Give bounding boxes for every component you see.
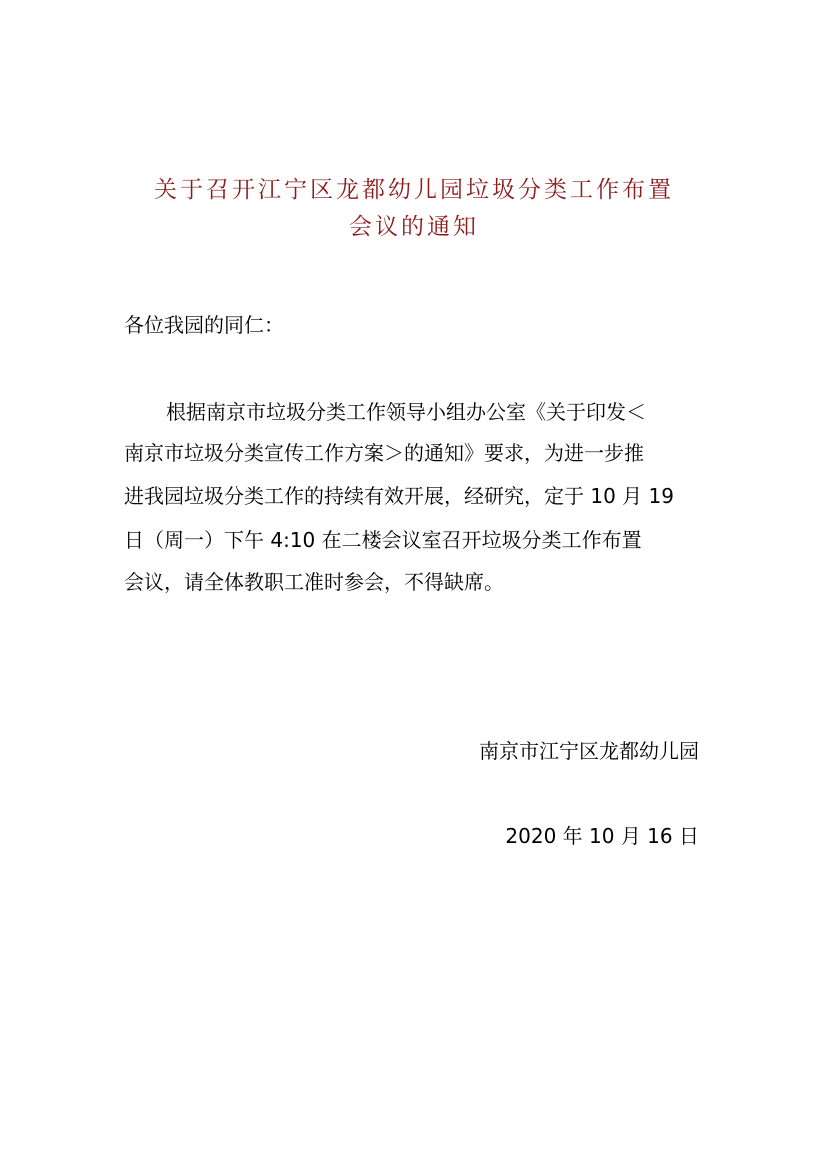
signature-date: 2020 年 10 月 16 日 bbox=[505, 824, 699, 848]
body-paragraph-line: 根据南京市垃圾分类工作领导小组办公室《关于印发＜ bbox=[166, 400, 646, 424]
signature-organization: 南京市江宁区龙都幼儿园 bbox=[479, 739, 699, 763]
notice-title: 关于召开江宁区龙都幼儿园垃圾分类工作布置 会议的通知 bbox=[154, 177, 674, 240]
body-paragraph-line: 日（周一）下午 4:10 在二楼会议室召开垃圾分类工作布置 bbox=[124, 528, 642, 552]
body-paragraph-line: 进我园垃圾分类工作的持续有效开展，经研究，定于 10 月 19 bbox=[124, 484, 674, 508]
body-paragraph-line: 会议，请全体教职工准时参会，不得缺席。 bbox=[124, 570, 504, 594]
body-paragraph-line: 南京市垃圾分类宣传工作方案＞的通知》要求，为进一步推 bbox=[124, 441, 644, 465]
salutation: 各位我园的同仁： bbox=[124, 313, 284, 337]
